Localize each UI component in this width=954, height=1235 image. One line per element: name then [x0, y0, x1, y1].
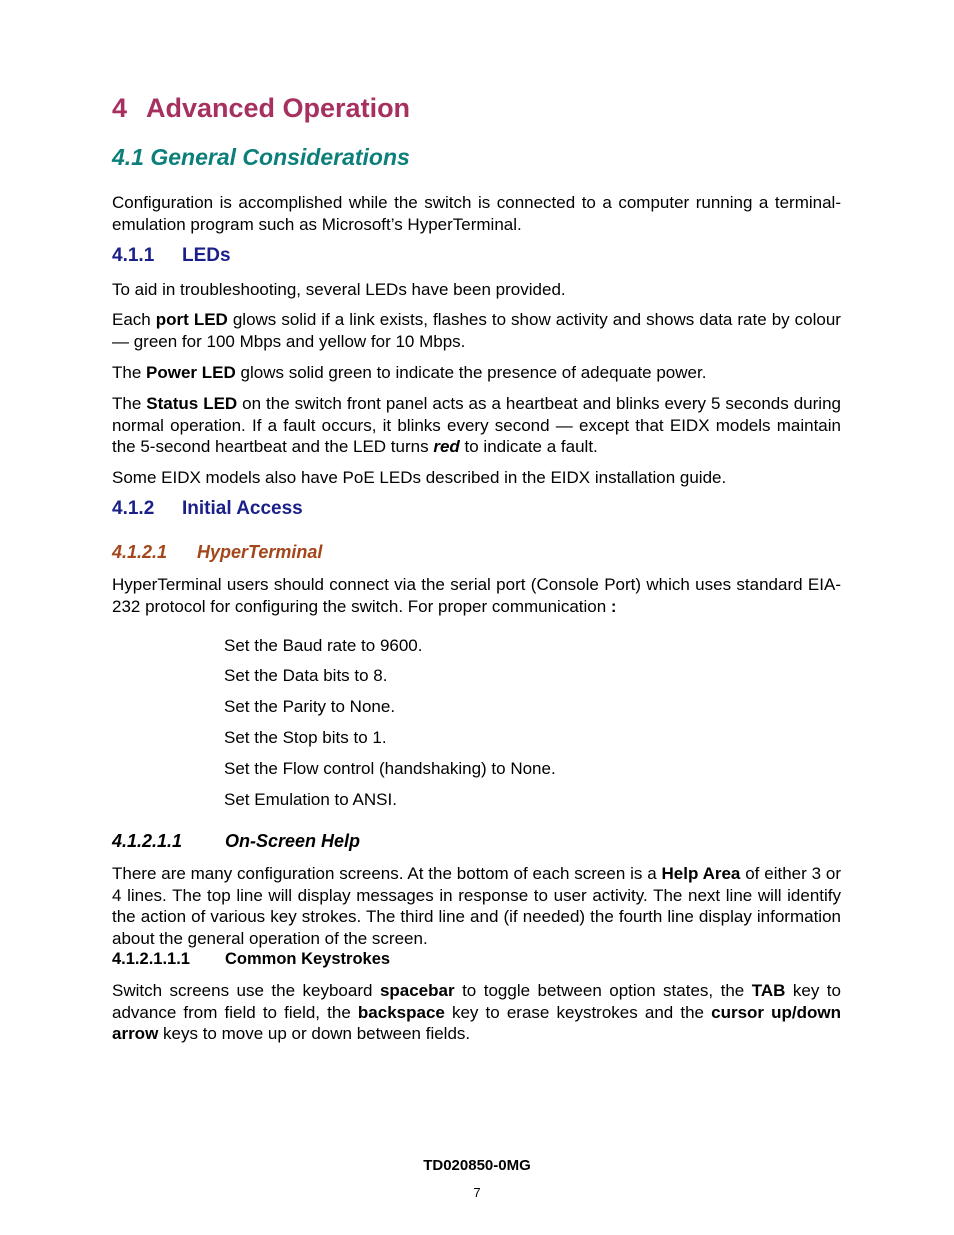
initial-access-title: Initial Access — [182, 498, 303, 519]
port-led-term: port LED — [155, 310, 228, 329]
page-number: 7 — [473, 1185, 481, 1200]
text-run: of either 3 or 4 lines. The top line will display messages in response to user activity. The next line will identify the action of various key strokes. The third line and (if needed) the fourth line display information about the general operation of the screen. — [112, 864, 842, 948]
setting-emulation: Set Emulation to ANSI. — [224, 790, 397, 809]
leds-paragraph-2 — [112, 309, 841, 352]
text-run: Switch screens use the keyboard — [112, 981, 380, 1000]
power-led-term: Power LED — [146, 363, 236, 382]
onscreen-help-number: 4.1.2.1.1 — [112, 831, 183, 851]
chapter-heading — [112, 93, 410, 124]
colon: : — [610, 596, 617, 616]
status-led-term: Status LED — [146, 394, 238, 413]
setting-stop-bits: Set the Stop bits to 1. — [224, 728, 387, 747]
text-run: key to erase keystrokes and the — [444, 1002, 712, 1022]
text-run: HyperTerminal users should connect via the serial port (Console Port) which uses standard EIA-232 protocol for configuring the switch. For proper communication — [112, 575, 841, 616]
initial-access-number: 4.1.2 — [112, 498, 155, 519]
onscreen-help-heading — [112, 831, 360, 852]
setting-baud: Set the Baud rate to 9600. — [224, 636, 423, 655]
setting-flow-control: Set the Flow control (handshaking) to None. — [224, 759, 556, 778]
intro-paragraph: Configuration is accomplished while the switch is connected to a computer running a terminal-emulation program such as Microsoft’s HyperTerminal. — [112, 193, 841, 234]
tab-term: TAB — [751, 981, 786, 1000]
chapter-title: Advanced Operation — [146, 93, 411, 123]
spacebar-term: spacebar — [379, 981, 455, 1000]
onscreen-help-paragraph — [112, 863, 841, 949]
text-run: glows solid green to indicate the presence of adequate power. — [235, 363, 707, 382]
leds-paragraph-1: To aid in troubleshooting, several LEDs have been provided. — [112, 280, 566, 299]
text-run: key to advance from field to field, the — [112, 981, 841, 1022]
leds-heading-number: 4.1.1 — [112, 245, 155, 266]
keystrokes-paragraph — [112, 980, 841, 1045]
text-run: on the switch front panel acts as a heartbeat and blinks every 5 seconds during normal operation. If a fault occurs, it blinks every second — except that EIDX models maintain the 5-second heartbeat and the LED turns — [112, 394, 841, 456]
backspace-term: backspace — [357, 1002, 445, 1022]
text-run: The — [112, 363, 147, 382]
help-area-term: Help Area — [661, 864, 741, 883]
text-run: There are many configuration screens. At the bottom of each screen is a — [112, 864, 662, 883]
setting-data-bits: Set the Data bits to 8. — [224, 666, 388, 685]
hyperterminal-paragraph — [112, 574, 841, 617]
leds-heading-title: LEDs — [182, 245, 231, 266]
cursor-arrow-term: cursor up/down arrow — [112, 1002, 842, 1043]
setting-parity: Set the Parity to None. — [224, 697, 396, 716]
leds-paragraph-5: Some EIDX models also have PoE LEDs described in the EIDX installation guide. — [112, 468, 727, 487]
text-run: glows solid if a link exists, flashes to show activity and shows data rate by colour — green for 100 Mbps and yellow for 10 Mbps. — [112, 310, 841, 351]
text-run: to toggle between option states, the — [454, 981, 752, 1000]
text-run: The — [112, 394, 147, 413]
text-run: keys to move up or down between fields. — [158, 1024, 471, 1043]
red-term: red — [433, 437, 460, 456]
keystrokes-title: Common Keystrokes — [225, 950, 391, 968]
initial-access-heading — [112, 498, 303, 520]
leds-heading — [112, 245, 231, 267]
onscreen-help-title: On-Screen Help — [225, 831, 361, 851]
section-heading: 4.1 General Considerations — [112, 144, 410, 170]
keystrokes-number: 4.1.2.1.1.1 — [112, 950, 190, 968]
text-run: to indicate a fault. — [459, 437, 598, 456]
leds-paragraph-3 — [112, 362, 841, 384]
keystrokes-heading — [112, 950, 390, 969]
footer-doc-id: TD020850-0MG — [423, 1157, 531, 1174]
hyperterminal-number: 4.1.2.1 — [112, 542, 168, 562]
hyperterminal-title: HyperTerminal — [197, 542, 323, 562]
text-run: Each — [112, 310, 156, 329]
chapter-number: 4 — [112, 93, 128, 123]
leds-paragraph-4 — [112, 393, 841, 458]
hyperterminal-heading — [112, 542, 322, 563]
